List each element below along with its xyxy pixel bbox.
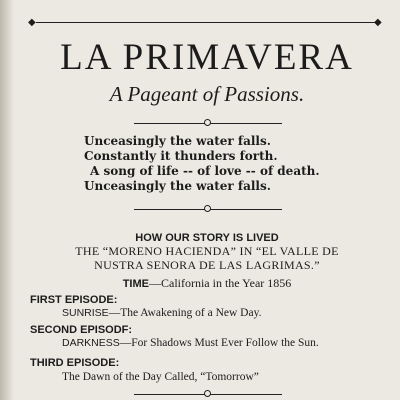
story-setting [14, 244, 400, 272]
setting-line: THE “MORENO HACIENDA” IN “EL VALLE DE [75, 244, 339, 258]
episode-text: The Dawn of the Day Called, “Tomorrow” [62, 371, 259, 383]
verse-line: A song of life -- of love -- of death. [90, 164, 320, 178]
episode-title: FIRST EPISODE: [30, 294, 118, 306]
ornament-right: ◆ [374, 17, 382, 28]
page-title: LA PRIMAVERA [60, 37, 354, 78]
time-text: —California in the Year 1856 [148, 276, 292, 290]
episode-text: —For Shadows Must Ever Follow the Sun. [119, 337, 319, 349]
page-subtitle: A Pageant of Passions. [109, 82, 305, 106]
episode-label: DARKNESS [62, 337, 120, 349]
divider-lower [134, 204, 282, 214]
episode-title: SECOND EPISODF: [30, 324, 133, 336]
story-time [14, 276, 400, 291]
episode-label: SUNRISE [62, 307, 109, 319]
verse-line: Unceasingly the water falls. [84, 134, 271, 148]
verse-line: Constantly it thunders forth. [84, 149, 278, 163]
verse-line: Unceasingly the water falls. [84, 179, 271, 193]
top-rule [36, 22, 376, 23]
ornament-left: ◆ [28, 17, 36, 28]
divider-bottom [134, 389, 282, 399]
page-edge-shadow [0, 0, 14, 400]
story-heading: HOW OUR STORY IS LIVED [135, 232, 279, 244]
time-label: TIME [122, 278, 149, 290]
program-page [14, 0, 400, 400]
episode-text: —The Awakening of a New Day. [108, 307, 262, 319]
verse-block [84, 134, 344, 194]
episode-description [62, 307, 261, 319]
episode-description [62, 337, 319, 349]
setting-line: NUSTRA SENORA DE LAS LAGRIMAS.” [94, 258, 320, 272]
divider-upper [134, 118, 282, 128]
episode-description [62, 371, 259, 383]
episode-title: THIRD EPISODE: [30, 357, 120, 369]
